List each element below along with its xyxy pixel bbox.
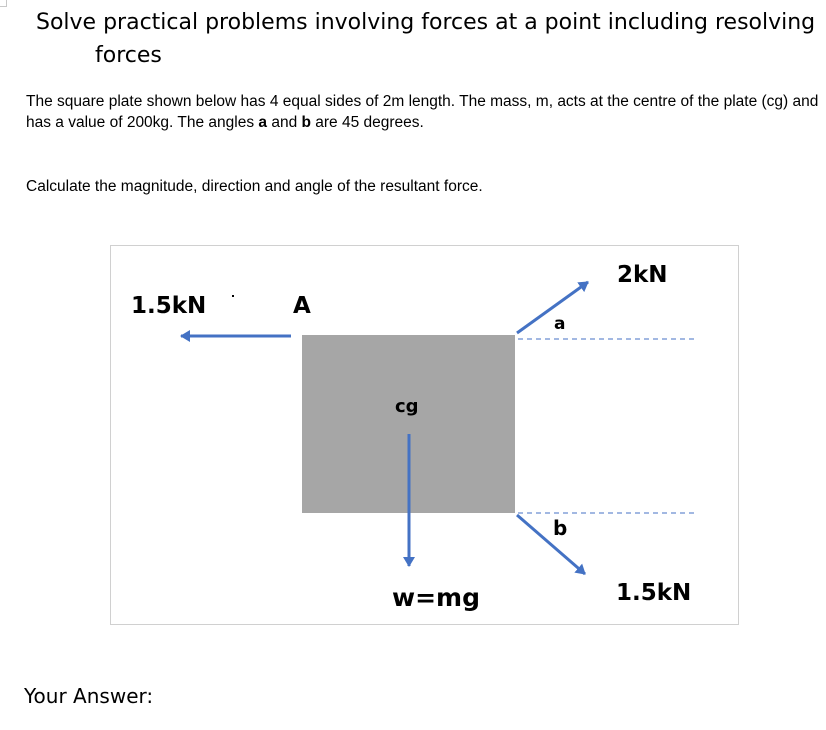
description-angle-b: b <box>301 114 311 131</box>
description-text-1: The square plate shown below has 4 equal sides of 2m length. The mass, m, acts at the centre of the plate (cg) and has a value of 200kg. The angles <box>26 93 819 131</box>
angle-b-label: b <box>553 516 568 540</box>
description-text-3: are 45 degrees. <box>310 114 424 131</box>
force-arrow-lower-right <box>517 515 585 574</box>
question-description <box>26 91 821 133</box>
force-left-label: 1.5kN <box>131 293 207 319</box>
question-instruction: Calculate the magnitude, direction and angle of the resultant force. <box>26 178 483 195</box>
angle-a-label: a <box>554 314 566 334</box>
force-arrow-upper-right <box>517 282 588 333</box>
answer-label: Your Answer: <box>24 684 154 708</box>
force-lower-right-label: 1.5kN <box>616 580 692 606</box>
cg-label: cg <box>395 396 419 417</box>
label-dot <box>232 295 234 297</box>
question-title-line-1: Solve practical problems involving forces at a point including resolving <box>36 10 816 35</box>
weight-label: w=mg <box>392 583 480 612</box>
description-text-2: and <box>267 114 302 131</box>
question-title <box>36 6 816 72</box>
force-upper-right-label: 2kN <box>617 262 668 288</box>
corner-mark <box>0 0 7 7</box>
force-diagram <box>110 245 739 625</box>
point-a-label: A <box>293 293 311 319</box>
question-title-line-2: forces <box>95 43 162 68</box>
description-angle-a: a <box>258 114 268 131</box>
